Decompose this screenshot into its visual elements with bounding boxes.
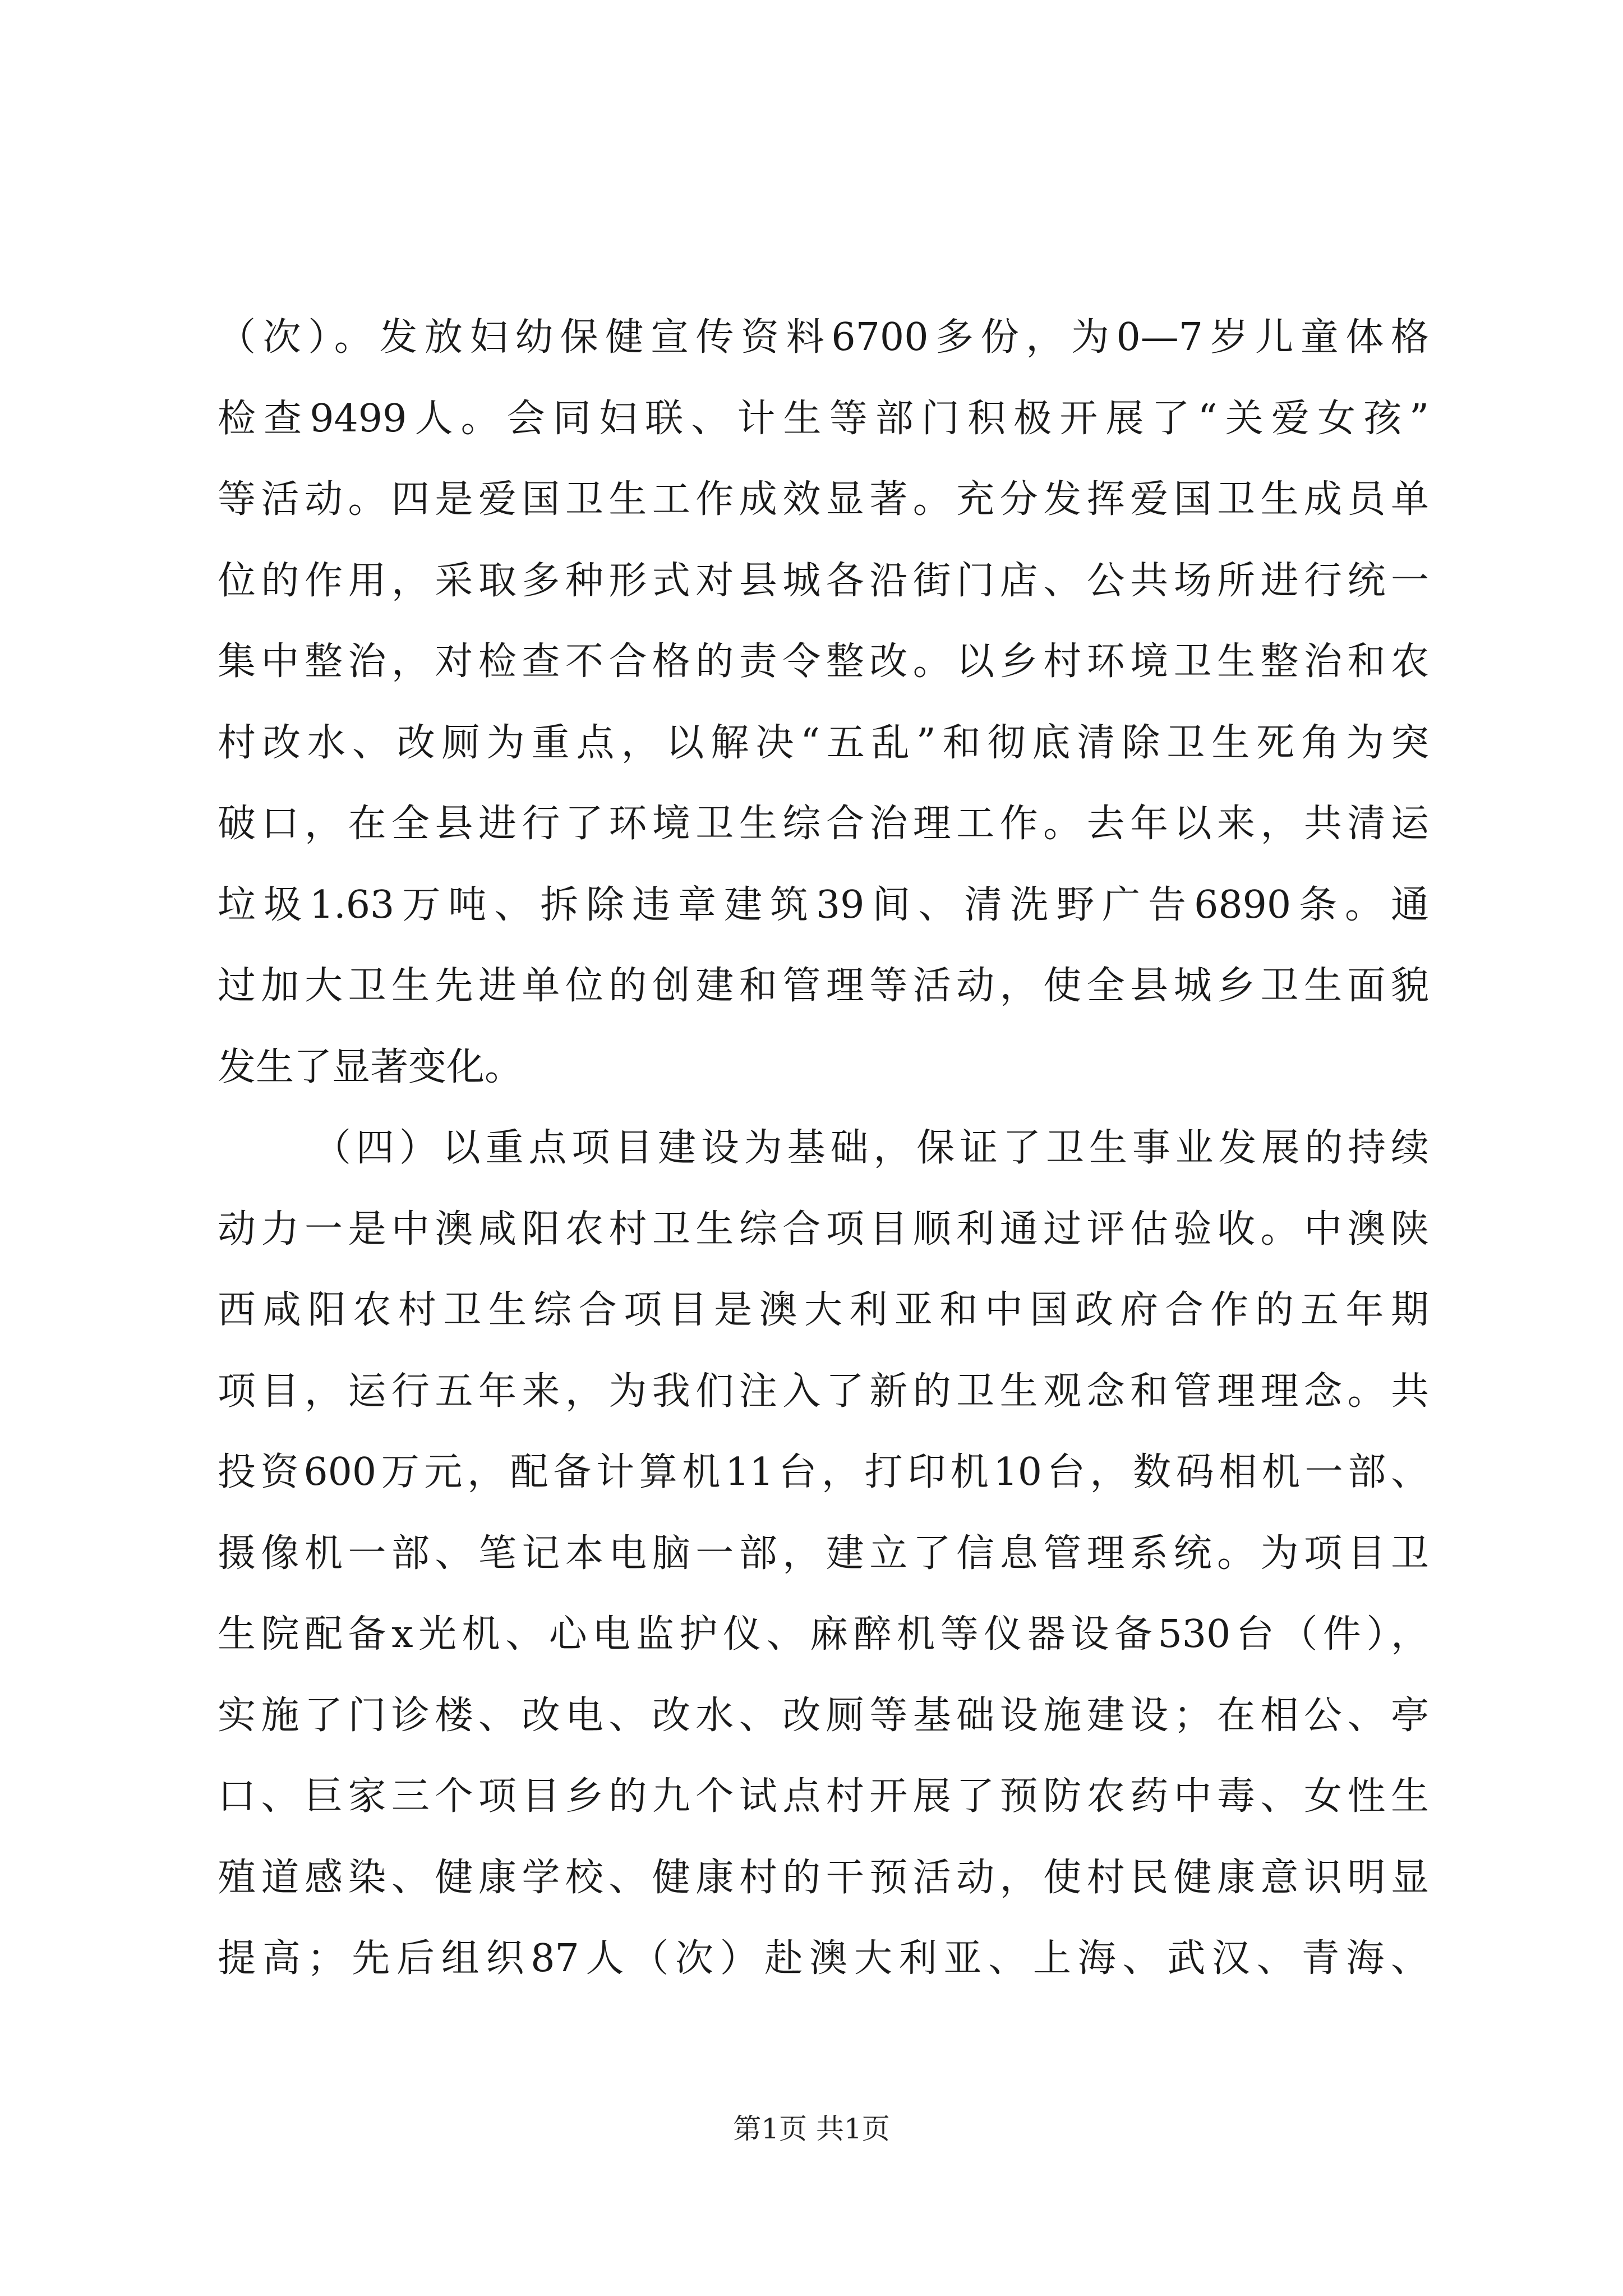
paragraph-1 [218, 297, 1429, 1108]
text-line: 村改水、改厕为重点，以解决“五乱”和彻底清除卫生死角为突 [218, 720, 1429, 765]
paragraph-2 [218, 1108, 1429, 2000]
text-line: 位的作用，采取多种形式对县城各沿街门店、公共场所进行统一 [218, 558, 1429, 603]
text-line: 实施了门诊楼、改电、改水、改厕等基础设施建设；在相公、亭 [218, 1693, 1429, 1738]
text-line: 集中整治，对检查不合格的责令整改。以乡村环境卫生整治和农 [218, 639, 1429, 684]
document-body [218, 297, 1429, 2000]
text-line: 摄像机一部、笔记本电脑一部，建立了信息管理系统。为项目卫 [218, 1531, 1429, 1576]
text-line: 殖道感染、健康学校、健康村的干预活动，使村民健康意识明显 [218, 1855, 1429, 1900]
text-line: 检查9499人。会同妇联、计生等部门积极开展了“关爱女孩” [218, 396, 1429, 441]
text-line: 破口，在全县进行了环境卫生综合治理工作。去年以来，共清运 [218, 802, 1429, 846]
text-line: 口、巨家三个项目乡的九个试点村开展了预防农药中毒、女性生 [218, 1774, 1429, 1819]
text-line: 项目，运行五年来，为我们注入了新的卫生观念和管理理念。共 [218, 1369, 1429, 1414]
text-line: 过加大卫生先进单位的创建和管理等活动，使全县城乡卫生面貌 [218, 964, 1429, 1008]
text-line: （次）。发放妇幼保健宣传资料6700多份，为0—7岁儿童体格 [218, 315, 1429, 360]
page-number-label: 第1页 共1页 [733, 2113, 890, 2145]
text-line: 发生了显著变化。 [218, 1045, 523, 1089]
text-line: 提高；先后组织87人（次）赴澳大利亚、上海、武汉、青海、 [218, 1936, 1429, 1981]
text-line: 等活动。四是爱国卫生工作成效显著。充分发挥爱国卫生成员单 [218, 477, 1429, 522]
text-line: 垃圾1.63万吨、拆除违章建筑39间、清洗野广告6890条。通 [218, 882, 1429, 927]
text-line: 西咸阳农村卫生综合项目是澳大利亚和中国政府合作的五年期 [218, 1288, 1429, 1332]
text-line: 生院配备x光机、心电监护仪、麻醉机等仪器设备530台（件）， [218, 1612, 1429, 1657]
section-heading-line: （四）以重点项目建设为基础，保证了卫生事业发展的持续 [313, 1126, 1429, 1170]
page-footer [0, 2109, 1623, 2148]
text-line: 动力一是中澳咸阳农村卫生综合项目顺利通过评估验收。中澳陕 [218, 1207, 1429, 1251]
text-line: 投资600万元，配备计算机11台，打印机10台，数码相机一部、 [218, 1450, 1429, 1494]
